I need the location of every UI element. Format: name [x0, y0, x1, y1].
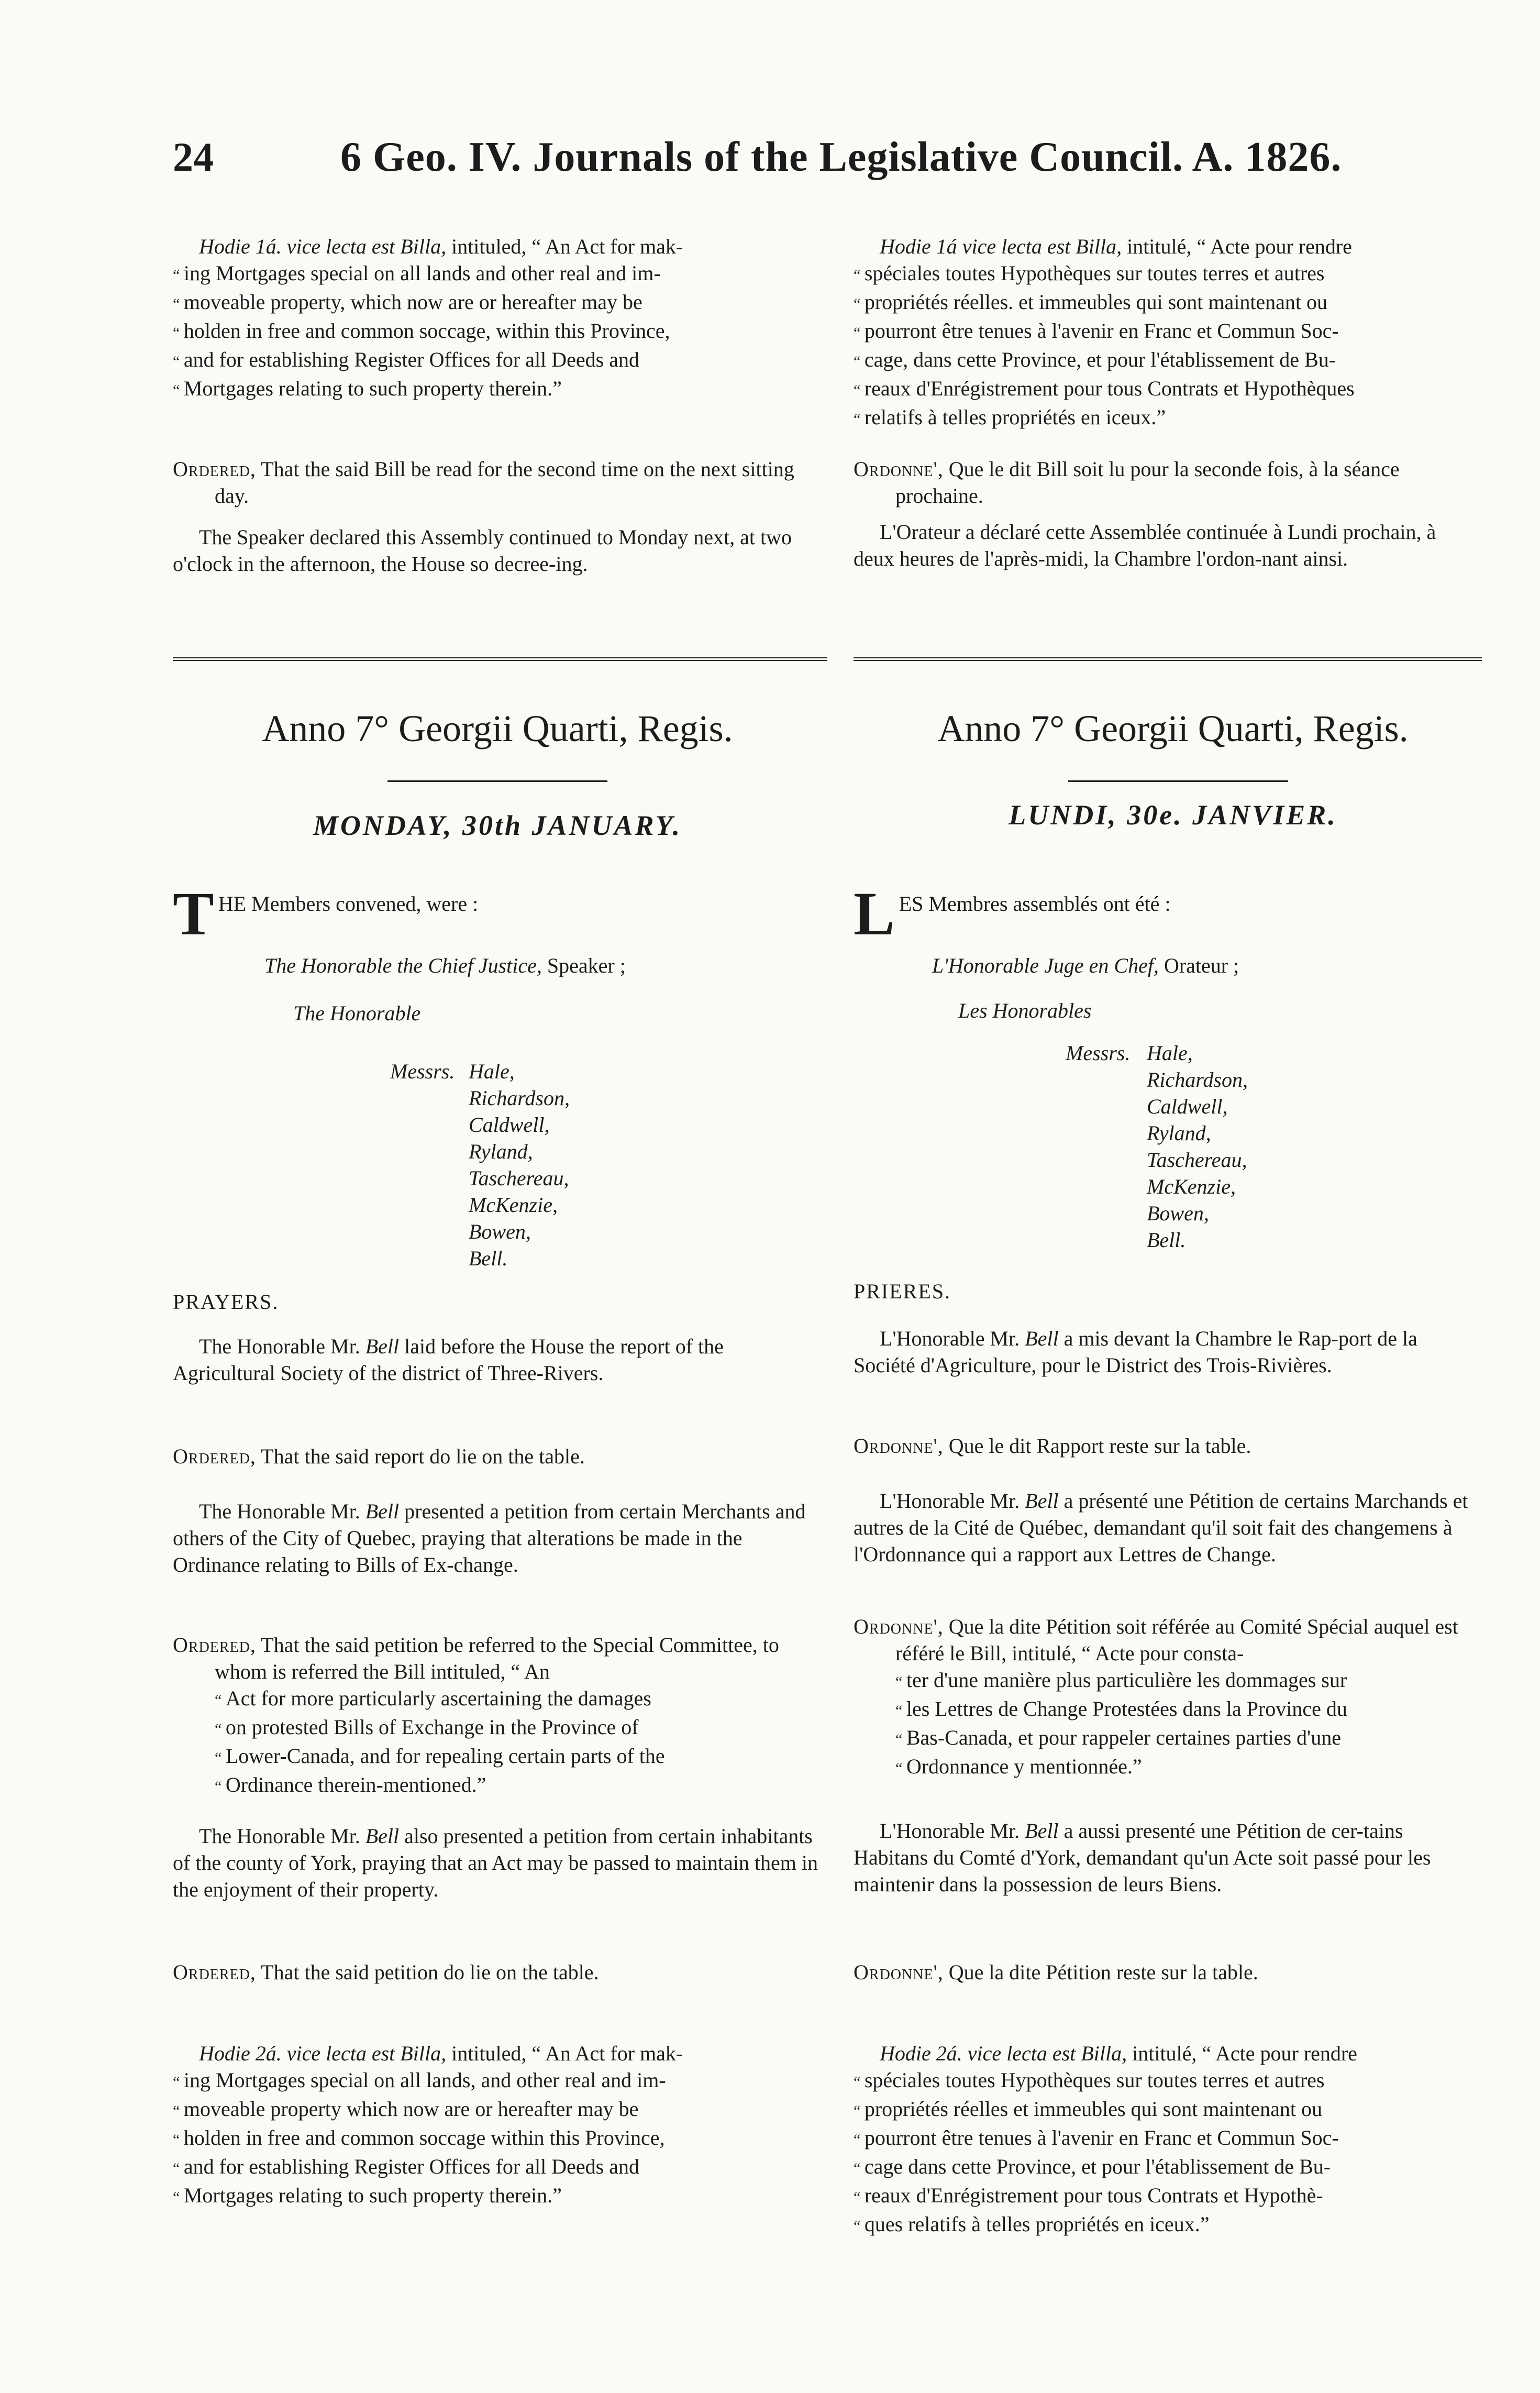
en-petition-1 — [173, 1498, 822, 1578]
member-name: Caldwell, — [469, 1113, 550, 1137]
fr-anno-heading: Anno 7° Georgii Quarti, Regis. — [937, 708, 1409, 749]
honorable-label: The Honorable — [293, 1001, 421, 1025]
ordonne-label: Ordonne', — [854, 1615, 944, 1638]
quote-line: “ ing Mortgages special on all lands, and other real and im- — [173, 2067, 822, 2096]
ordered-label: Ordered, — [173, 1633, 256, 1657]
en-hodie-1 — [173, 233, 822, 404]
quote-line: “ propriétés réelles et immeubles qui sont maintenant ou — [854, 2096, 1482, 2124]
fr-orateur-para — [854, 519, 1482, 572]
page-number: 24 — [173, 134, 214, 180]
ordonne-text: Que la dite Pétition soit référée au Comité Spécial auquel est référé le Bill, intitulé, “ Acte pour consta- — [895, 1615, 1458, 1665]
hodie-text: intitulé, “ Acte pour rendre — [1127, 2042, 1357, 2065]
report-post: laid before the House the report of the Agricultural Society of the district of Three-Rivers. — [173, 1335, 724, 1385]
member-name: Ryland, — [1147, 1121, 1211, 1145]
en-prayers: PRAYERS. — [173, 1290, 279, 1314]
speaker-text: The Speaker declared this Assembly continued to Monday next, at two o'clock in the afternoon, the House so decree-ing. — [173, 525, 792, 576]
quote-line: “ moveable property, which now are or hereafter may be — [173, 289, 822, 317]
fr-ordonne-1 — [854, 456, 1482, 509]
dropcap: L — [854, 879, 895, 948]
orateur-text: L'Orateur a déclaré cette Assemblée continuée à Lundi prochain, à deux heures de l'après-midi, la Chambre l'ordon-nant ainsi. — [854, 520, 1436, 570]
fr-hodie-2 — [854, 2040, 1482, 2240]
quote-line: “ pourront être tenues à l'avenir en Franc et Commun Soc- — [854, 2124, 1482, 2153]
petition-post: a aussi presenté une Pétition de cer-tains Habitans du Comté d'York, demandant qu'un Acte soit passé pour les maintenir dans la possession de leurs Biens. — [854, 1819, 1431, 1896]
quote-line: “ ing Mortgages special on all lands and other real and im- — [173, 260, 822, 289]
quote-line: “ on protested Bills of Exchange in the Province of — [215, 1714, 822, 1743]
ordonne-text: Que le dit Bill soit lu pour la seconde fois, à la séance prochaine. — [895, 457, 1400, 508]
quote-line: “ Ordonnance y mentionnée.” — [895, 1753, 1482, 1782]
member-name: Ryland, — [469, 1140, 533, 1163]
quote-line: “ holden in free and common soccage, within this Province, — [173, 317, 822, 346]
member-name: Bowen, — [469, 1220, 531, 1243]
section-rule-right — [854, 657, 1482, 661]
quote-line: “ Ordinance therein-mentioned.” — [215, 1771, 822, 1800]
quote-line: “ spéciales toutes Hypothèques sur toutes terres et autres — [854, 2067, 1482, 2096]
petition-pre: L'Honorable Mr. — [880, 1819, 1025, 1843]
quote-line: “ ques relatifs à telles propriétés en iceux.” — [854, 2211, 1482, 2240]
member-name: Caldwell, — [1147, 1095, 1228, 1118]
quote-line: “ Mortgages relating to such property therein.” — [173, 375, 822, 404]
ordonne-label: Ordonne', — [854, 1434, 944, 1458]
member-bell: Bell — [1025, 1819, 1059, 1843]
messrs-label: Messrs. — [390, 1060, 455, 1083]
quote-line: “ moveable property which now are or hereafter may be — [173, 2096, 822, 2124]
fr-ordonne-2 — [854, 1432, 1482, 1459]
page-header — [173, 134, 1456, 191]
quote-line: “ cage dans cette Province, et pour l'établissement de Bu- — [854, 2153, 1482, 2182]
quote-line: “ Lower-Canada, and for repealing certain parts of the — [215, 1743, 822, 1771]
quote-line: “ les Lettres de Change Protestées dans la Province du — [895, 1695, 1482, 1724]
quote-line: “ holden in free and common soccage within this Province, — [173, 2124, 822, 2153]
member-bell: Bell — [1025, 1489, 1059, 1513]
en-ordered-3 — [173, 1631, 822, 1800]
fr-petition-2 — [854, 1817, 1482, 1898]
petition-pre: The Honorable Mr. — [199, 1499, 365, 1523]
hodie-latin: Hodie 1á. vice lecta est Billa, — [199, 235, 447, 258]
members-intro: HE Members convened, were : — [218, 892, 479, 916]
speaker-word: Speaker ; — [541, 954, 626, 977]
quote-line: “ reaux d'Enrégistrement pour tous Contrats et Hypothèques — [854, 375, 1482, 404]
quote-line: “ and for establishing Register Offices for all Deeds and — [173, 2153, 822, 2182]
en-anno-heading: Anno 7° Georgii Quarti, Regis. — [262, 708, 733, 749]
quote-line: “ ter d'une manière plus particulière les dommages sur — [895, 1667, 1482, 1695]
section-rule-left — [173, 657, 827, 661]
member-name: Richardson, — [469, 1086, 570, 1110]
hodie-latin: Hodie 2á. vice lecta est Billa, — [199, 2042, 447, 2065]
quote-line: “ relatifs à telles propriétés en iceux.” — [854, 404, 1482, 433]
report-post: a mis devant la Chambre le Rap-port de la Société d'Agriculture, pour le District des Trois-Rivières. — [854, 1327, 1417, 1377]
fr-short-rule — [1068, 780, 1288, 782]
ordered-text: That the said report do lie on the table. — [256, 1444, 585, 1468]
ordered-text: That the said petition be referred to the Special Committee, to whom is referred the Bill intituled, “ An — [215, 1633, 779, 1683]
hodie-text: intituled, “ An Act for mak- — [446, 235, 683, 258]
honorable-label: Les Honorables — [958, 999, 1092, 1022]
dropcap: T — [173, 879, 214, 948]
ordonne-text: Que la dite Pétition reste sur la table. — [943, 1960, 1258, 1984]
member-name: Hale, — [469, 1060, 515, 1083]
member-name: Bell. — [1147, 1228, 1186, 1252]
ordered-text: That the said Bill be read for the second time on the next sitting day. — [215, 457, 794, 508]
en-report-para — [173, 1333, 822, 1386]
quote-line: “ reaux d'Enrégistrement pour tous Contrats et Hypothè- — [854, 2182, 1482, 2211]
fr-hodie-1 — [854, 233, 1482, 433]
report-pre: The Honorable Mr. — [199, 1335, 365, 1358]
hodie-text: intitulé, “ Acte pour rendre — [1122, 235, 1352, 258]
fr-ordonne-3 — [854, 1613, 1482, 1782]
quote-line: “ propriétés réelles. et immeubles qui sont maintenant ou — [854, 289, 1482, 317]
quote-line: “ Mortgages relating to such property therein.” — [173, 2182, 822, 2211]
petition-post: a présenté une Pétition de certains Marchands et autres de la Cité de Québec, demandant qu'il soit fait des changemens à l'Ordonnance qui a rapport aux Lettres de Change. — [854, 1489, 1468, 1566]
ordonne-label: Ordonne', — [854, 1960, 944, 1984]
en-members-list — [390, 1058, 652, 1272]
member-bell: Bell — [365, 1824, 400, 1848]
petition-pre: L'Honorable Mr. — [880, 1489, 1025, 1513]
fr-members-block — [854, 879, 1482, 1024]
hodie-latin: Hodie 2á. vice lecta est Billa, — [880, 2042, 1127, 2065]
quote-line: “ spéciales toutes Hypothèques sur toutes terres et autres — [854, 260, 1482, 289]
petition-post: presented a petition from certain Merchants and others of the City of Quebec, praying that alterations be made in the Ordinance relating to Bills of Ex-change. — [173, 1499, 806, 1576]
en-petition-2 — [173, 1823, 822, 1903]
member-name: McKenzie, — [1147, 1175, 1236, 1198]
hodie-text: intituled, “ An Act for mak- — [446, 2042, 683, 2065]
fr-ordonne-4 — [854, 1959, 1482, 1986]
fr-report-para — [854, 1325, 1482, 1379]
quote-line: “ Bas-Canada, et pour rappeler certaines parties d'une — [895, 1724, 1482, 1753]
member-bell: Bell — [365, 1335, 400, 1358]
fr-petition-1 — [854, 1487, 1482, 1568]
en-ordered-1 — [173, 456, 822, 509]
member-name: McKenzie, — [469, 1193, 558, 1217]
ordered-label: Ordered, — [173, 457, 256, 481]
fr-members-list — [1066, 1040, 1327, 1253]
ordonne-label: Ordonne', — [854, 457, 944, 481]
speaker-word: Orateur ; — [1158, 954, 1239, 977]
quote-line: “ and for establishing Register Offices for all Deeds and — [173, 346, 822, 375]
report-pre: L'Honorable Mr. — [880, 1327, 1025, 1350]
member-bell: Bell — [1025, 1327, 1059, 1350]
petition-post: also presented a petition from certain inhabitants of the county of York, praying that an Act may be passed to maintain them in the enjoyment of their property. — [173, 1824, 818, 1901]
member-name: Richardson, — [1147, 1068, 1248, 1091]
ordered-label: Ordered, — [173, 1960, 256, 1984]
quote-line: “ Act for more particularly ascertaining the damages — [215, 1685, 822, 1714]
member-name: Taschereau, — [1147, 1148, 1247, 1172]
ordered-label: Ordered, — [173, 1444, 256, 1468]
ordered-text: That the said petition do lie on the table. — [256, 1960, 599, 1984]
en-date-heading: MONDAY, 30th JANUARY. — [313, 810, 682, 841]
hodie-latin: Hodie 1á vice lecta est Billa, — [880, 235, 1122, 258]
en-ordered-4 — [173, 1959, 822, 1986]
member-name: Hale, — [1147, 1041, 1193, 1065]
fr-date-heading: LUNDI, 30e. JANVIER. — [1009, 799, 1337, 831]
running-title: 6 Geo. IV. Journals of the Legislative Council. A. 1826. — [340, 134, 1342, 180]
member-name: Taschereau, — [469, 1166, 569, 1190]
chief-justice: L'Honorable Juge en Chef, — [932, 954, 1159, 977]
quote-line: “ pourront être tenues à l'avenir en Franc et Commun Soc- — [854, 317, 1482, 346]
petition-pre: The Honorable Mr. — [199, 1824, 365, 1848]
en-ordered-2 — [173, 1443, 822, 1470]
member-bell: Bell — [365, 1499, 400, 1523]
ordonne-text: Que le dit Rapport reste sur la table. — [943, 1434, 1251, 1458]
member-name: Bell. — [469, 1247, 508, 1270]
quote-line: “ cage, dans cette Province, et pour l'établissement de Bu- — [854, 346, 1482, 375]
messrs-label: Messrs. — [1066, 1041, 1131, 1065]
fr-prieres: PRIERES. — [854, 1280, 951, 1303]
members-intro: ES Membres assemblés ont été : — [899, 892, 1171, 916]
en-members-block — [173, 879, 822, 1027]
en-hodie-2 — [173, 2040, 822, 2211]
member-name: Bowen, — [1147, 1201, 1209, 1225]
en-speaker-para — [173, 524, 822, 577]
en-short-rule — [387, 780, 607, 782]
chief-justice: The Honorable the Chief Justice, — [264, 954, 542, 977]
